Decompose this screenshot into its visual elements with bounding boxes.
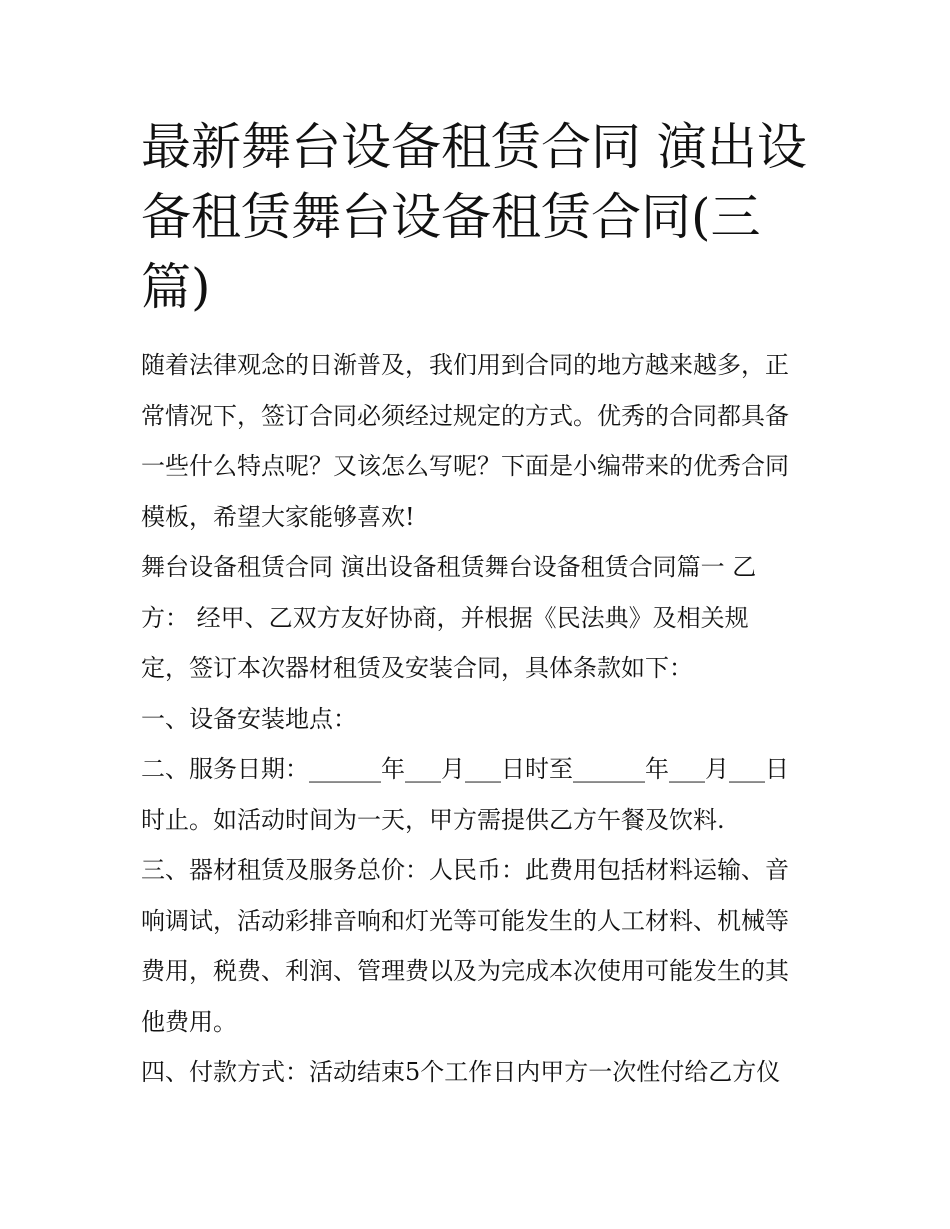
text-line: 三、器材租赁及服务总价：人民币：此费用包括材料运输、音 xyxy=(141,856,789,884)
document-page xyxy=(141,112,813,1098)
text-line: 模板，希望大家能够喜欢! xyxy=(141,502,415,531)
title-line: 最新舞台设备租赁合同 演出设 xyxy=(141,118,807,176)
text-line: 一些什么特点呢？又该怎么写呢？下面是小编带来的优秀合同 xyxy=(141,452,789,480)
document-body xyxy=(141,340,813,1098)
text-line: 响调试，活动彩排音响和灯光等可能发生的人工材料、机械等 xyxy=(141,906,789,935)
clause-total-price xyxy=(141,845,813,1047)
text-line: 他费用。 xyxy=(141,1007,237,1036)
clause-install-location xyxy=(141,694,813,745)
text-line: 二、服务日期：______年___月___日时至______年___月___日 xyxy=(141,755,789,783)
title-line: 篇) xyxy=(141,258,211,316)
title-line: 备租赁舞台设备租赁合同(三 xyxy=(141,188,761,246)
text-line: 时止。如活动时间为一天，甲方需提供乙方午餐及饮料. xyxy=(141,805,725,834)
text-line: 定，签订本次器材租赁及安装合同，具体条款如下： xyxy=(141,654,693,682)
text-line: 舞台设备租赁合同 演出设备租赁舞台设备租赁合同篇一 乙 xyxy=(141,553,757,581)
clause-service-date xyxy=(141,744,813,845)
text-line: 随着法律观念的日渐普及，我们用到合同的地方越来越多，正 xyxy=(141,351,789,379)
text-line: 费用，税费、利润、管理费以及为完成本次使用可能发生的其 xyxy=(141,957,789,985)
text-line: 方： 经甲、乙双方友好协商，并根据《民法典》及相关规 xyxy=(141,603,749,632)
contract-preamble-paragraph xyxy=(141,542,813,694)
intro-paragraph xyxy=(141,340,813,542)
text-line: 一、设备安装地点： xyxy=(141,704,357,733)
clause-payment-method xyxy=(141,1047,813,1098)
text-line: 四、付款方式：活动结束5个工作日内甲方一次性付给乙方仪 xyxy=(141,1058,781,1086)
text-line: 常情况下，签订合同必须经过规定的方式。优秀的合同都具备 xyxy=(141,401,789,430)
document-title xyxy=(141,112,813,322)
